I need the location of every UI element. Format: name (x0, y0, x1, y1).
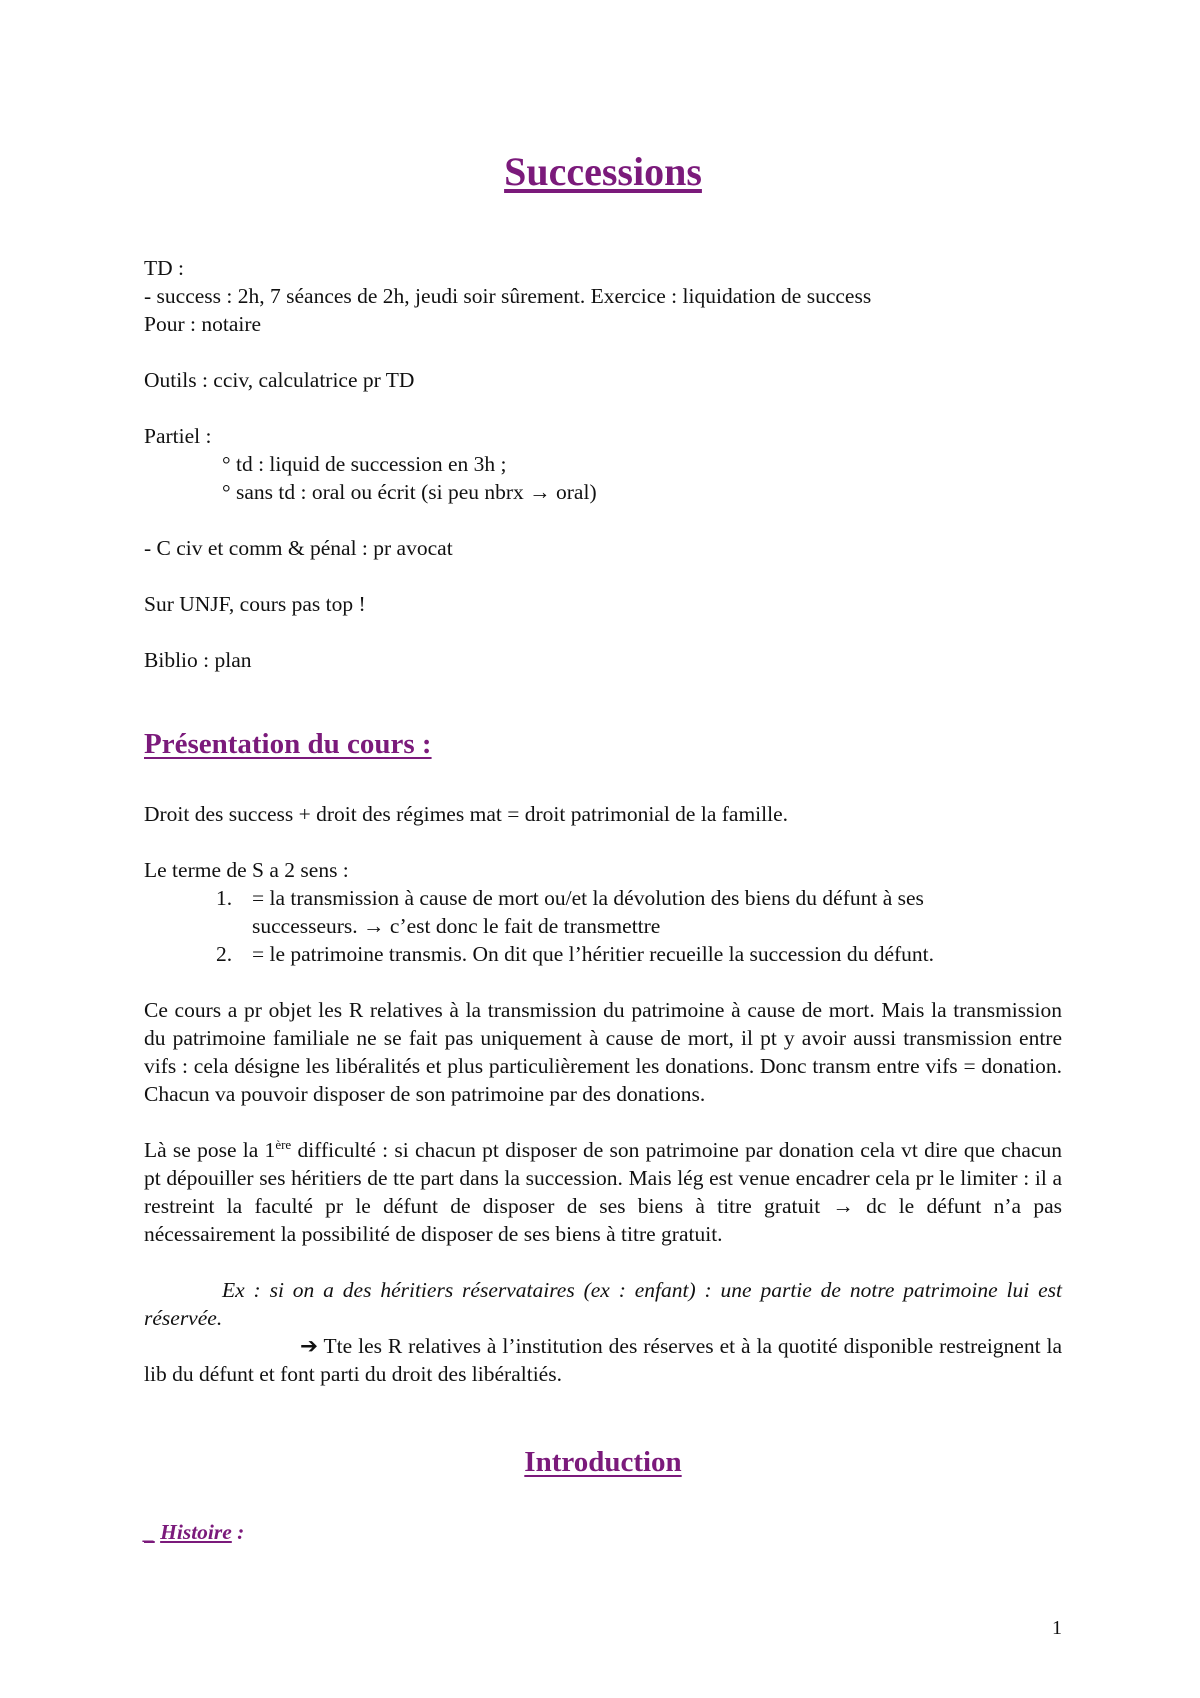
histoire-heading (144, 1518, 244, 1546)
presentation-intro: Droit des success + droit des régimes mat = droit patrimonial de la famille. (144, 802, 789, 826)
partiel-item-sans-td: ° sans td : oral ou écrit (si peu nbrx → oral) (222, 480, 597, 504)
td-pour: Pour : notaire (144, 312, 262, 336)
list-number-1: 1. (216, 886, 233, 910)
histoire-prefix: _ (144, 1520, 155, 1544)
histoire-label: Histoire (160, 1520, 232, 1544)
c-civ-line: - C civ et comm & pénal : pr avocat (144, 536, 453, 560)
arrow-right-icon: ➔ (300, 1334, 319, 1358)
list-item-1-line2: successeurs. → c’est donc le fait de transmettre (252, 914, 661, 938)
outils-line: Outils : cciv, calculatrice pr TD (144, 368, 415, 392)
list-number-2: 2. (216, 942, 233, 966)
superscript-ere: ère (275, 1136, 292, 1152)
partiel-item-td: ° td : liquid de succession en 3h ; (222, 452, 507, 476)
paragraph-difficulte-rest: difficulté : si chacun pt disposer de son patrimoine par donation cela vt dire que chacun pt dépouiller ses héritiers de tte part dans la succession. Mais lég est venue encadrer cela pr le limiter : il a restreint la faculté pr le défunt de disposer de ses biens à titre gratuit → dc le défunt n’a pas nécessairement la possibilité de disposer de ses biens à titre gratuit. (144, 1138, 1062, 1246)
paragraph-transmission: Ce cours a pr objet les R relatives à la transmission du patrimoine à cause de mort. Mais la transmission du patrimoine familiale ne se fait pas uniquement à cause de mort, il pt y avoir aussi transmission entre vifs : cela désigne les libéralités et plus particulièrement les donations. Donc transm entre vifs = donation. Chacun va pouvoir disposer de son patrimoine par des donations. (144, 998, 1062, 1106)
td-label: TD : (144, 256, 185, 280)
unjf-line: Sur UNJF, cours pas top ! (144, 592, 366, 616)
document-title: Successions (504, 149, 702, 194)
partiel-label: Partiel : (144, 424, 212, 448)
sens-intro: Le terme de S a 2 sens : (144, 858, 349, 882)
td-details: - success : 2h, 7 séances de 2h, jeudi soir sûrement. Exercice : liquidation de success (144, 284, 872, 308)
paragraph-difficulte (144, 1136, 1062, 1248)
list-item-2: = le patrimoine transmis. On dit que l’héritier recueille la succession du défunt. (252, 942, 935, 966)
paragraph-difficulte-start: Là se pose la 1 (144, 1138, 276, 1162)
list-item-1-line1: = la transmission à cause de mort ou/et la dévolution des biens du défunt à ses (252, 886, 924, 910)
biblio-line: Biblio : plan (144, 648, 252, 672)
conclusion-text: Tte les R relatives à l’institution des réserves et à la quotité disponible restreignent la lib du défunt et font parti du droit des libéraltiés. (144, 1334, 1062, 1386)
conclusion-paragraph (144, 1332, 1062, 1388)
page-number: 1 (1052, 1617, 1062, 1639)
presentation-heading: Présentation du cours : (144, 728, 432, 760)
introduction-heading: Introduction (524, 1446, 682, 1478)
example-text: Ex : si on a des héritiers réservataires (ex : enfant) : une partie de notre patrimoine lui est réservée. (144, 1278, 1062, 1330)
histoire-colon: : (231, 1520, 245, 1544)
